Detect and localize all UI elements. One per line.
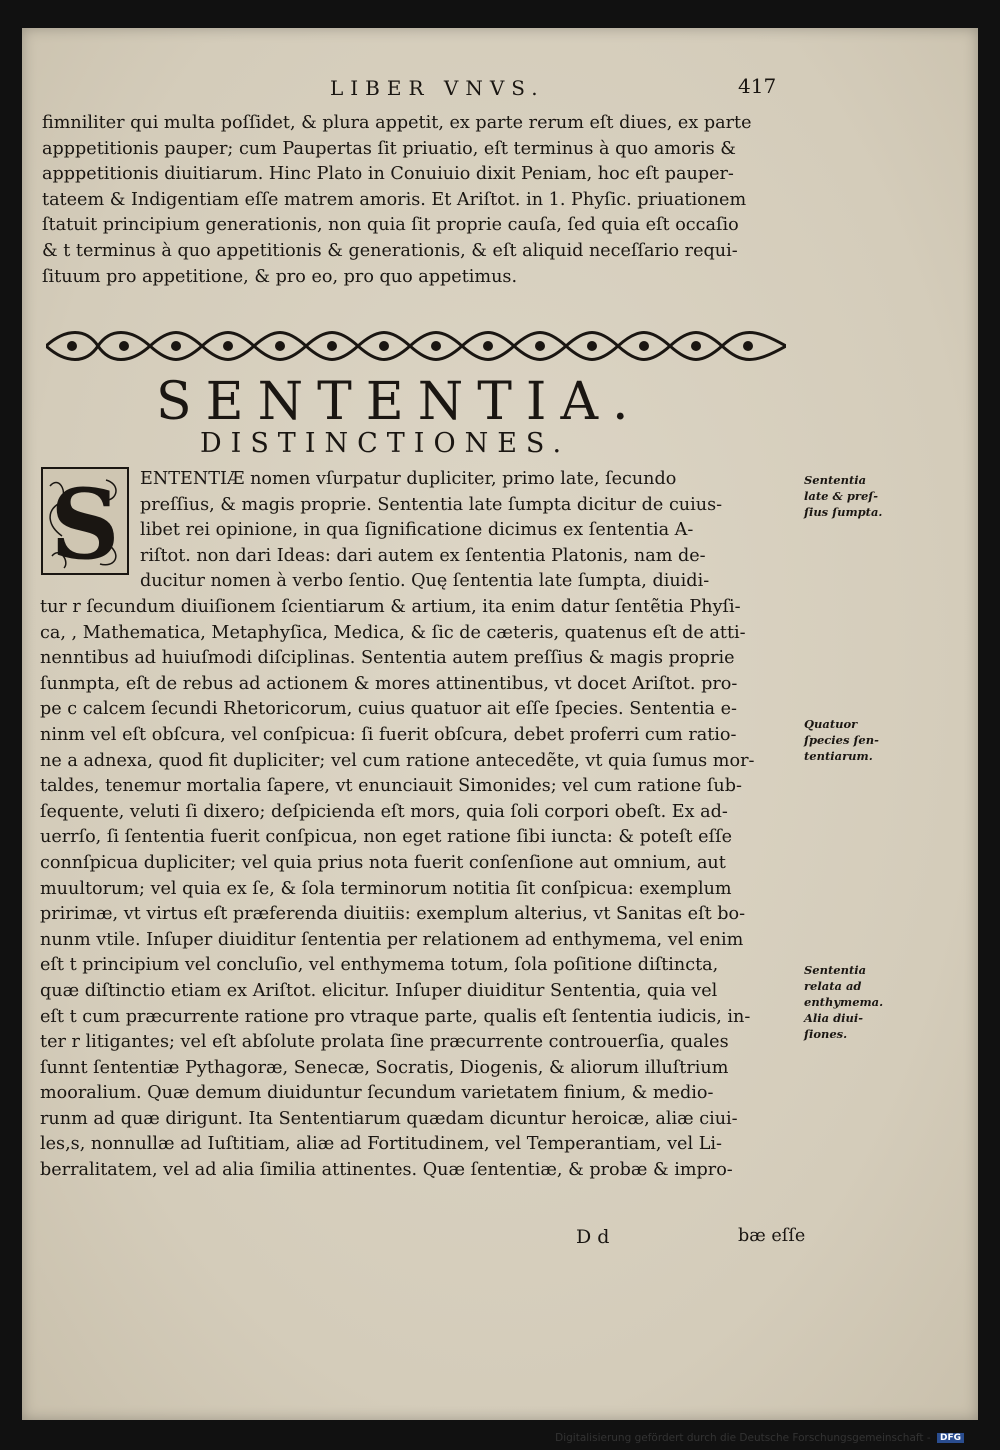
text-line: preſſius, & magis proprie. Sententia late ſumpta dicitur de cuius- [140,494,723,515]
text-line: eſt t principium vel concluſio, vel enthymema totum, ſola poſitione diſtincta, [40,955,719,976]
text-line: ſunnt ſententiæ Pythagoræ, Senecæ, Socratis, Diogenis, & aliorum illuſtrium [40,1057,729,1078]
text-line: runm ad quæ dirigunt. Ita Sententiarum quædam dicuntur heroicæ, aliæ ciui- [40,1108,738,1129]
page-number: 417 [738,74,777,98]
signature-mark: D d [576,1226,610,1248]
catchword: bæ eſſe [738,1226,806,1246]
text-line: ca, , Mathematica, Metaphyſica, Medica, & ſic de cæteris, quatenus eſt de atti- [40,622,746,643]
section-heading: SENTENTIA. [156,372,643,432]
text-line: mooralium. Quæ demum diuiduntur ſecundum varietatem finium, & medio- [40,1083,714,1104]
text-line: apppetitionis pauper; cum Paupertas ſit priuatio, eſt terminus à quo amoris & [42,138,736,159]
text-line: ſequente, veluti ſi dixero; deſpicienda eſt mors, quia ſoli corpori obeſt. Ex ad- [40,801,728,822]
margin-note-line: Sententia [804,963,867,977]
margin-note-1 [804,472,882,520]
text-line: nunm vtile. Inſuper diuiditur ſententia per relationem ad enthymema, vel enim [40,929,744,950]
paragraph-2 [40,595,754,1184]
margin-note-line: Alia diui- [804,1011,864,1025]
text-line: berralitatem, vel ad alia ſimilia attinentes. Quæ ſententiæ, & probæ & impro- [40,1160,733,1181]
dfg-logo-icon: DFG [937,1433,964,1443]
margin-note-line: ſpecies ſen- [804,733,879,747]
text-line: ENTENTIÆ nomen vſurpatur dupliciter, primo late, ſecundo [140,469,677,489]
text-line: & t terminus à quo appetitionis & generationis, & eſt aliquid neceſſario requi- [42,240,738,261]
text-line: tateem & Indigentiam eſſe matrem amoris. Et Ariſtot. in 1. Phyſic. priuationem [42,189,747,210]
section-subheading: DISTINCTIONES. [200,428,571,459]
paragraph-2-initial [140,467,722,595]
text-line: taldes, tenemur mortalia ſapere, vt enunciauit Simonides; vel cum ratione ſub- [40,776,742,797]
text-line: fimniliter qui multa poſſidet, & plura appetit, ex parte rerum eſt diues, ex parte [42,113,752,133]
credit-text: Digitalisierung gefördert durch die Deutsche Forschungsgemeinschaft - [555,1432,931,1444]
text-line: pe c calcem ſecundi Rhetoricorum, cuius quatuor ait eſſe ſpecies. Sententia e- [40,699,737,720]
text-line: ninm vel eſt obſcura, vel conſpicua: ſi fuerit obſcura, debet proferri cum ratio- [40,724,737,745]
margin-note-line: Sententia [804,473,867,487]
text-line: uerrſo, ſi ſententia fuerit conſpicua, non eget ratione ſibi iuncta: & poteſt eſſe [40,827,732,848]
text-line: libet rei opinione, in qua ſignificatione dicimus ex ſententia A- [140,520,694,541]
text-line: ſtatuit principium generationis, non quia ſit proprie cauſa, ſed quia eſt occaſio [42,215,739,236]
margin-note-line: Quatuor [804,717,858,731]
text-line: ne a adnexa, quod fit dupliciter; vel cum ratione antecedẽte, vt quia ſumus mor- [40,750,755,771]
margin-note-2 [804,716,879,764]
running-head: LIBER VNVS. [330,76,545,100]
text-line: eſt t cum præcurrente ratione pro vtraque parte, qualis eſt ſententia iudicis, in- [40,1006,751,1027]
margin-note-line: tentiarum. [804,749,873,763]
decorated-initial-s-icon [40,466,130,576]
text-line: pririmæ, vt virtus eſt præferenda diuitiis: exemplum alterius, vt Sanitas eſt bo- [40,904,746,925]
text-line: quæ diſtinctio etiam ex Ariſtot. elicitur. Inſuper diuiditur Sententia, quia vel [40,980,718,1001]
margin-note-3 [804,962,883,1042]
ornament-band [46,326,786,366]
text-line: ducitur nomen à verbo ſentio. Quę ſententia late ſumpta, diuidi- [140,571,710,592]
margin-note-line: enthymema. [804,995,884,1009]
digitization-credit [555,1432,964,1444]
text-line: ſituum pro appetitione, & pro eo, pro quo appetimus. [42,266,518,287]
text-line: tur r ſecundum diuiſionem ſcientiarum & artium, ita enim datur ſentẽtia Phyſi- [40,597,741,617]
text-line: muultorum; vel quia ex ſe, & ſola terminorum notitia ſit conſpicua: exemplum [40,878,732,899]
margin-note-line: ſiones. [804,1027,848,1041]
margin-note-line: relata ad [804,979,862,993]
text-line: apppetitionis diuitiarum. Hinc Plato in Conuiuio dixit Peniam, hoc eſt pauper- [42,164,734,185]
text-line: connſpicua dupliciter; vel quia prius nota fuerit conſenſione aut omnium, aut [40,852,726,873]
text-line: riſtot. non dari Ideas: dari autem ex ſententia Platonis, nam de- [140,545,706,566]
paragraph-1 [42,111,752,290]
text-line: les,s, nonnullæ ad Iuſtitiam, aliæ ad Fortitudinem, vel Temperantiam, vel Li- [40,1134,722,1155]
text-line: ter r litigantes; vel eſt abſolute prolata ſine præcurrente controuerſia, quales [40,1032,729,1053]
svg-text:S: S [50,468,120,576]
text-line: ſunmpta, eſt de rebus ad actionem & mores attinentibus, vt docet Ariſtot. pro- [40,673,738,694]
margin-note-line: late & preſ- [804,489,878,503]
text-line: nenntibus ad huiuſmodi diſciplinas. Sententia autem preſſius & magis proprie [40,648,735,669]
margin-note-line: ſius ſumpta. [804,505,883,519]
